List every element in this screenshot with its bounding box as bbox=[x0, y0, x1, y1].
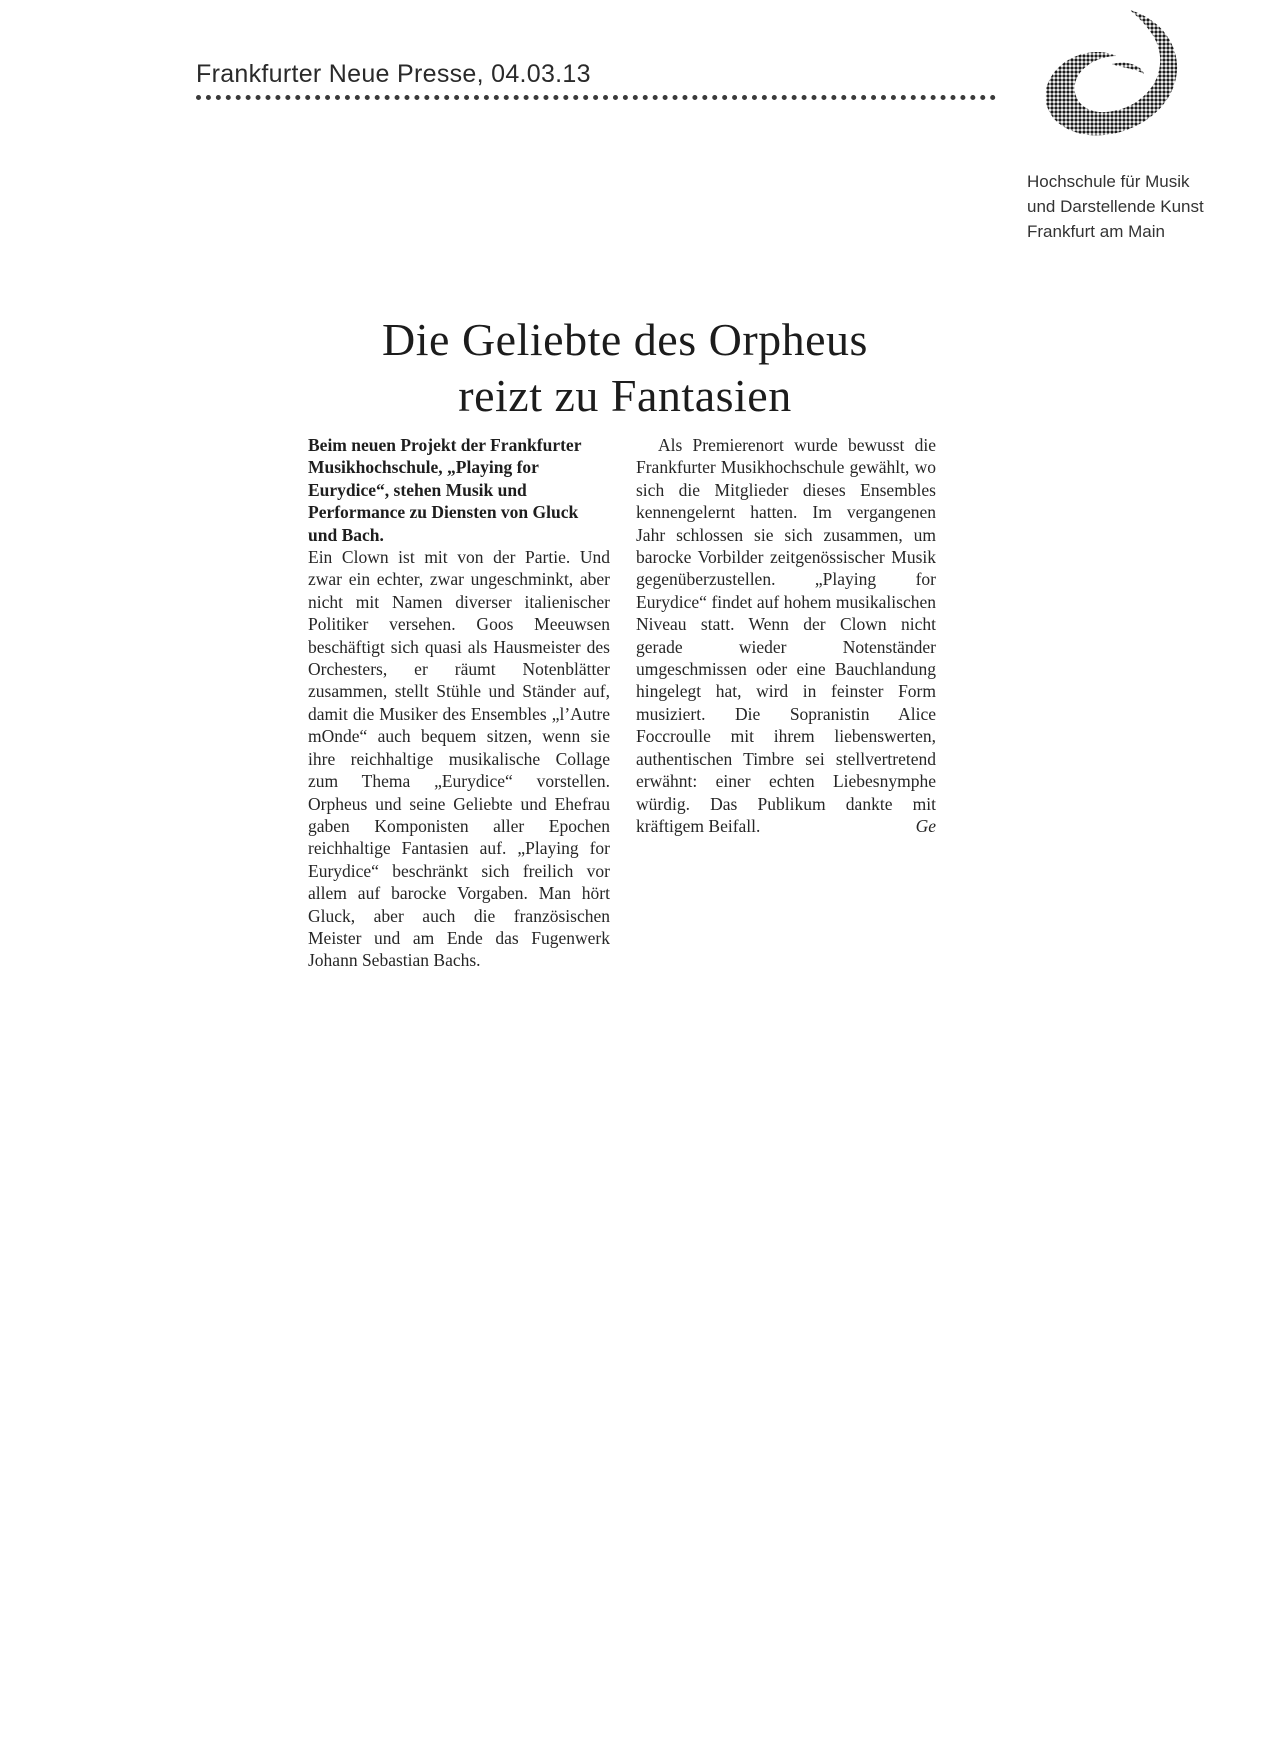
article-paragraph-1: Ein Clown ist mit von der Partie. Und zwar ein echter, zwar ungeschminkt, aber nicht mit Namen diverser italienischer Politiker versehen. Goos Meeuwsen beschäftigt sich quasi als Hausmeister des Orchesters, er räumt Notenblätter zusammen, stellt Stühle und Ständer auf, damit die Musiker des Ensembles „l’Autre mOnde“ auch bequem sitzen, wenn sie ihre reichhaltige musikalische Collage zum Thema „Eurydice“ vorstellen. Orpheus und seine Geliebte und Ehefrau gaben Komponisten aller Epochen reichhaltige Fantasien auf. „Playing for Eurydice“ beschränkt sich freilich vor allem auf barocke Vorgaben. Man hört Gluck, aber auch die französischen Meister und am Ende das Fugenwerk Johann Sebastian Bachs. bbox=[308, 547, 610, 971]
dotted-divider bbox=[196, 95, 996, 100]
institution-line-1: Hochschule für Musik bbox=[1027, 172, 1190, 191]
headline-line-2: reizt zu Fantasien bbox=[458, 370, 792, 421]
institution-name bbox=[1027, 169, 1204, 244]
university-logo-icon bbox=[1030, 2, 1190, 152]
author-initials: Ge bbox=[915, 815, 936, 836]
institution-line-3: Frankfurt am Main bbox=[1027, 222, 1165, 241]
headline-line-1: Die Geliebte des Orpheus bbox=[382, 314, 868, 365]
article-paragraph-2 bbox=[636, 434, 936, 837]
article-column-left bbox=[308, 434, 610, 972]
article-headline bbox=[300, 312, 950, 424]
institution-line-2: und Darstellende Kunst bbox=[1027, 197, 1204, 216]
newspaper-source: Frankfurter Neue Presse, 04.03.13 bbox=[196, 60, 591, 88]
article-lead: Beim neuen Projekt der Frankfurter Musikhochschule, „Playing for Eurydice“, stehen Musik und Performance zu Diensten von Gluck und Bach. bbox=[308, 435, 582, 545]
article-column-right bbox=[636, 434, 936, 837]
paragraph-2-text: Als Premierenort wurde bewusst die Frankfurter Musikhochschule gewählt, wo sich die Mitglieder dieses Ensembles kennengelernt hatten. Im vergangenen Jahr schlossen sie sich zusammen, um barocke Vorbilder zeitgenössischer Musik gegenüberzustellen. „Playing for Eurydice“ findet auf hohem musikalischen Niveau statt. Wenn der Clown nicht gerade wieder Notenständer umgeschmissen oder eine Bauchlandung hingelegt hat, wird in feinster Form musiziert. Die Sopranistin Alice Foccroulle mit ihrem liebenswerten, authentischen Timbre sei stellvertretend erwähnt: einer echten Liebesnymphe würdig. Das Publikum dankte mit kräftigem Beifall. bbox=[636, 435, 936, 836]
